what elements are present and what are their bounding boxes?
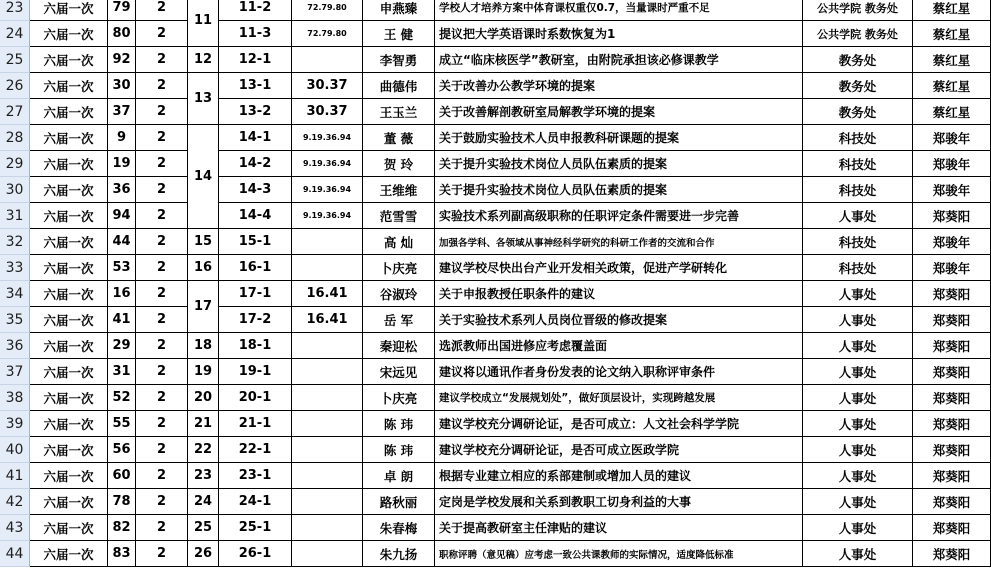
cell-id[interactable]: 55 [108,411,136,437]
cell-proposal-title[interactable]: 关于申报教授任职条件的建议 [435,281,803,307]
cell-department[interactable]: 科技处 [803,125,913,151]
cell-proposal-title[interactable]: 关于提高教研室主任津贴的建议 [435,515,803,541]
cell-session[interactable]: 六届一次 [30,463,108,489]
cell-proposal-title[interactable]: 成立“临床核医学”教研室，由附院承担该必修课教学 [435,47,803,73]
cell-session[interactable]: 六届一次 [30,73,108,99]
row-header[interactable]: 27 [0,99,30,125]
cell-id[interactable]: 44 [108,229,136,255]
cell-department[interactable]: 人事处 [803,307,913,333]
cell-proposer[interactable]: 宋远见 [363,359,435,385]
cell-leader[interactable]: 蔡红星 [913,99,991,125]
cell-leader[interactable]: 郑葵阳 [913,385,991,411]
cell-proposal-title[interactable]: 关于提升实验技术岗位人员队伍素质的提案 [435,177,803,203]
cell-category[interactable]: 2 [136,333,188,359]
row-header[interactable]: 34 [0,281,30,307]
cell-proposal-title[interactable]: 选派教师出国进修应考虑覆盖面 [435,333,803,359]
cell-merged-ids[interactable] [292,541,363,567]
cell-merged-ids[interactable]: 30.37 [292,73,363,99]
cell-leader[interactable]: 郑骏年 [913,177,991,203]
cell-merged-ids[interactable] [292,437,363,463]
cell-sub-number[interactable]: 13-1 [219,73,292,99]
cell-session[interactable]: 六届一次 [30,333,108,359]
cell-proposal-title[interactable]: 关于提升实验技术岗位人员队伍素质的提案 [435,151,803,177]
cell-proposer[interactable]: 谷淑玲 [363,281,435,307]
cell-group-number[interactable]: 25 [188,515,219,541]
row-header[interactable]: 38 [0,385,30,411]
cell-proposal-title[interactable]: 根据专业建立相应的系部建制或增加人员的建议 [435,463,803,489]
cell-session[interactable]: 六届一次 [30,255,108,281]
row-header[interactable]: 40 [0,437,30,463]
cell-merged-ids[interactable]: 9.19.36.94 [292,151,363,177]
cell-leader[interactable]: 郑葵阳 [913,541,991,567]
cell-id[interactable]: 56 [108,437,136,463]
cell-category[interactable]: 2 [136,47,188,73]
cell-proposal-title[interactable]: 建议学校充分调研论证，是否可成立医政学院 [435,437,803,463]
cell-sub-number[interactable]: 18-1 [219,333,292,359]
cell-id[interactable]: 83 [108,541,136,567]
cell-proposer[interactable]: 董 薇 [363,125,435,151]
cell-group-number[interactable]: 11 [188,0,219,47]
cell-merged-ids[interactable] [292,255,363,281]
cell-department[interactable]: 公共学院 教务处 [803,0,913,21]
cell-category[interactable]: 2 [136,255,188,281]
cell-proposer[interactable]: 陈 玮 [363,411,435,437]
cell-merged-ids[interactable]: 16.41 [292,281,363,307]
cell-department[interactable]: 教务处 [803,73,913,99]
cell-group-number[interactable]: 17 [188,281,219,333]
cell-proposer[interactable]: 贺 玲 [363,151,435,177]
cell-sub-number[interactable]: 26-1 [219,541,292,567]
cell-sub-number[interactable]: 19-1 [219,359,292,385]
cell-sub-number[interactable]: 22-1 [219,437,292,463]
row-header[interactable]: 32 [0,229,30,255]
cell-session[interactable]: 六届一次 [30,359,108,385]
cell-sub-number[interactable]: 14-1 [219,125,292,151]
cell-proposal-title[interactable]: 提议把大学英语课时系数恢复为1 [435,21,803,47]
cell-merged-ids[interactable]: 16.41 [292,307,363,333]
cell-merged-ids[interactable] [292,463,363,489]
cell-leader[interactable]: 郑葵阳 [913,281,991,307]
cell-department[interactable]: 教务处 [803,47,913,73]
cell-proposal-title[interactable]: 建议学校尽快出台产业开发相关政策，促进产学研转化 [435,255,803,281]
cell-group-number[interactable]: 24 [188,489,219,515]
cell-category[interactable]: 2 [136,411,188,437]
cell-group-number[interactable]: 15 [188,229,219,255]
row-header[interactable]: 29 [0,151,30,177]
cell-proposer[interactable]: 申燕臻 [363,0,435,21]
cell-category[interactable]: 2 [136,21,188,47]
cell-id[interactable]: 94 [108,203,136,229]
row-header[interactable]: 43 [0,515,30,541]
cell-category[interactable]: 2 [136,489,188,515]
cell-id[interactable]: 78 [108,489,136,515]
cell-leader[interactable]: 郑葵阳 [913,489,991,515]
cell-session[interactable]: 六届一次 [30,0,108,21]
cell-category[interactable]: 2 [136,177,188,203]
cell-proposer[interactable]: 陈 玮 [363,437,435,463]
row-header[interactable]: 33 [0,255,30,281]
cell-session[interactable]: 六届一次 [30,21,108,47]
cell-proposal-title[interactable]: 加强各学科、各领域从事神经科学研究的科研工作者的交流和合作 [435,229,803,255]
cell-sub-number[interactable]: 11-2 [219,0,292,21]
cell-sub-number[interactable]: 13-2 [219,99,292,125]
cell-department[interactable]: 科技处 [803,229,913,255]
row-header[interactable]: 35 [0,307,30,333]
cell-category[interactable]: 2 [136,229,188,255]
cell-session[interactable]: 六届一次 [30,489,108,515]
cell-proposer[interactable]: 王维维 [363,177,435,203]
cell-session[interactable]: 六届一次 [30,151,108,177]
cell-department[interactable]: 科技处 [803,151,913,177]
cell-merged-ids[interactable] [292,515,363,541]
row-header[interactable]: 44 [0,541,30,567]
cell-department[interactable]: 人事处 [803,333,913,359]
cell-leader[interactable]: 郑骏年 [913,255,991,281]
cell-department[interactable]: 人事处 [803,359,913,385]
cell-merged-ids[interactable] [292,385,363,411]
cell-session[interactable]: 六届一次 [30,177,108,203]
row-header[interactable]: 42 [0,489,30,515]
cell-category[interactable]: 2 [136,307,188,333]
cell-department[interactable]: 人事处 [803,411,913,437]
cell-department[interactable]: 人事处 [803,281,913,307]
cell-leader[interactable]: 蔡红星 [913,47,991,73]
cell-sub-number[interactable]: 12-1 [219,47,292,73]
cell-category[interactable]: 2 [136,151,188,177]
cell-department[interactable]: 人事处 [803,385,913,411]
cell-department[interactable]: 人事处 [803,541,913,567]
cell-proposal-title[interactable]: 关于鼓励实验技术人员申报教科研课题的提案 [435,125,803,151]
row-header[interactable]: 23 [0,0,30,21]
cell-department[interactable]: 人事处 [803,437,913,463]
cell-leader[interactable]: 郑葵阳 [913,515,991,541]
cell-proposal-title[interactable]: 关于实验技术系列人员岗位晋级的修改提案 [435,307,803,333]
cell-sub-number[interactable]: 24-1 [219,489,292,515]
cell-proposer[interactable]: 卓 朗 [363,463,435,489]
cell-id[interactable]: 82 [108,515,136,541]
cell-id[interactable]: 52 [108,385,136,411]
cell-proposer[interactable]: 秦迎松 [363,333,435,359]
cell-group-number[interactable]: 22 [188,437,219,463]
cell-proposer[interactable]: 朱九扬 [363,541,435,567]
row-header[interactable]: 39 [0,411,30,437]
cell-sub-number[interactable]: 20-1 [219,385,292,411]
cell-session[interactable]: 六届一次 [30,515,108,541]
cell-group-number[interactable]: 20 [188,385,219,411]
cell-department[interactable]: 科技处 [803,177,913,203]
cell-proposer[interactable]: 王 健 [363,21,435,47]
row-header[interactable]: 36 [0,333,30,359]
row-header[interactable]: 31 [0,203,30,229]
cell-proposer[interactable]: 曲德伟 [363,73,435,99]
cell-leader[interactable]: 郑葵阳 [913,333,991,359]
cell-group-number[interactable]: 12 [188,47,219,73]
cell-leader[interactable]: 郑葵阳 [913,411,991,437]
cell-session[interactable]: 六届一次 [30,281,108,307]
cell-id[interactable]: 60 [108,463,136,489]
cell-merged-ids[interactable] [292,489,363,515]
cell-department[interactable]: 科技处 [803,255,913,281]
cell-proposal-title[interactable]: 建议学校成立“发展规划处”，做好顶层设计，实现跨越发展 [435,385,803,411]
row-header[interactable]: 25 [0,47,30,73]
row-header[interactable]: 26 [0,73,30,99]
cell-proposer[interactable]: 王玉兰 [363,99,435,125]
cell-session[interactable]: 六届一次 [30,229,108,255]
cell-merged-ids[interactable]: 72.79.80 [292,0,363,21]
cell-leader[interactable]: 郑葵阳 [913,359,991,385]
cell-category[interactable]: 2 [136,359,188,385]
cell-group-number[interactable]: 26 [188,541,219,567]
cell-id[interactable]: 36 [108,177,136,203]
cell-group-number[interactable]: 21 [188,411,219,437]
row-header[interactable]: 37 [0,359,30,385]
cell-sub-number[interactable]: 14-4 [219,203,292,229]
cell-department[interactable]: 人事处 [803,463,913,489]
cell-proposer[interactable]: 卜庆亮 [363,255,435,281]
cell-category[interactable]: 2 [136,541,188,567]
cell-merged-ids[interactable] [292,47,363,73]
cell-group-number[interactable]: 19 [188,359,219,385]
cell-group-number[interactable]: 14 [188,125,219,229]
cell-department[interactable]: 人事处 [803,515,913,541]
cell-proposal-title[interactable]: 关于改善办公教学环境的提案 [435,73,803,99]
cell-leader[interactable]: 郑骏年 [913,229,991,255]
cell-id[interactable]: 9 [108,125,136,151]
cell-proposal-title[interactable]: 定岗是学校发展和关系到教职工切身利益的大事 [435,489,803,515]
cell-sub-number[interactable]: 11-3 [219,21,292,47]
cell-sub-number[interactable]: 14-2 [219,151,292,177]
cell-leader[interactable]: 郑葵阳 [913,203,991,229]
cell-proposal-title[interactable]: 关于改善解剖教研室局解教学环境的提案 [435,99,803,125]
cell-category[interactable]: 2 [136,437,188,463]
cell-proposer[interactable]: 路秋丽 [363,489,435,515]
cell-leader[interactable]: 郑葵阳 [913,437,991,463]
cell-proposal-title[interactable]: 学校人才培养方案中体育课权重仅0.7，当量课时严重不足 [435,0,803,21]
cell-leader[interactable]: 蔡红星 [913,73,991,99]
cell-id[interactable]: 31 [108,359,136,385]
cell-proposal-title[interactable]: 实验技术系列副高级职称的任职评定条件需要进一步完善 [435,203,803,229]
cell-sub-number[interactable]: 16-1 [219,255,292,281]
cell-id[interactable]: 80 [108,21,136,47]
cell-category[interactable]: 2 [136,515,188,541]
cell-merged-ids[interactable]: 9.19.36.94 [292,125,363,151]
cell-leader[interactable]: 郑骏年 [913,151,991,177]
cell-department[interactable]: 教务处 [803,99,913,125]
cell-sub-number[interactable]: 21-1 [219,411,292,437]
cell-category[interactable]: 2 [136,125,188,151]
cell-id[interactable]: 37 [108,99,136,125]
cell-merged-ids[interactable]: 9.19.36.94 [292,203,363,229]
cell-session[interactable]: 六届一次 [30,411,108,437]
cell-proposer[interactable]: 高 灿 [363,229,435,255]
cell-sub-number[interactable]: 15-1 [219,229,292,255]
cell-proposer[interactable]: 朱春梅 [363,515,435,541]
row-header[interactable]: 28 [0,125,30,151]
cell-id[interactable]: 79 [108,0,136,21]
cell-leader[interactable]: 蔡红星 [913,21,991,47]
cell-department[interactable]: 公共学院 教务处 [803,21,913,47]
cell-session[interactable]: 六届一次 [30,203,108,229]
cell-session[interactable]: 六届一次 [30,125,108,151]
cell-id[interactable]: 41 [108,307,136,333]
cell-category[interactable]: 2 [136,99,188,125]
cell-sub-number[interactable]: 14-3 [219,177,292,203]
cell-category[interactable]: 2 [136,0,188,21]
cell-merged-ids[interactable] [292,229,363,255]
cell-merged-ids[interactable]: 9.19.36.94 [292,177,363,203]
cell-session[interactable]: 六届一次 [30,541,108,567]
cell-leader[interactable]: 郑葵阳 [913,307,991,333]
cell-department[interactable]: 人事处 [803,203,913,229]
cell-proposer[interactable]: 范雪雪 [363,203,435,229]
row-header[interactable]: 24 [0,21,30,47]
cell-sub-number[interactable]: 17-1 [219,281,292,307]
cell-sub-number[interactable]: 17-2 [219,307,292,333]
cell-leader[interactable]: 郑骏年 [913,125,991,151]
cell-group-number[interactable]: 18 [188,333,219,359]
cell-proposer[interactable]: 李智勇 [363,47,435,73]
cell-category[interactable]: 2 [136,73,188,99]
cell-proposal-title[interactable]: 建议学校充分调研论证，是否可成立：人文社会科学学院 [435,411,803,437]
cell-sub-number[interactable]: 25-1 [219,515,292,541]
cell-category[interactable]: 2 [136,463,188,489]
cell-id[interactable]: 19 [108,151,136,177]
cell-category[interactable]: 2 [136,385,188,411]
cell-id[interactable]: 53 [108,255,136,281]
cell-merged-ids[interactable] [292,333,363,359]
cell-sub-number[interactable]: 23-1 [219,463,292,489]
cell-group-number[interactable]: 13 [188,73,219,125]
cell-merged-ids[interactable] [292,411,363,437]
cell-session[interactable]: 六届一次 [30,385,108,411]
cell-proposal-title[interactable]: 建议将以通讯作者身份发表的论文纳入职称评审条件 [435,359,803,385]
row-header[interactable]: 30 [0,177,30,203]
cell-category[interactable]: 2 [136,203,188,229]
cell-proposer[interactable]: 岳 军 [363,307,435,333]
row-header[interactable]: 41 [0,463,30,489]
cell-group-number[interactable]: 16 [188,255,219,281]
cell-id[interactable]: 92 [108,47,136,73]
cell-session[interactable]: 六届一次 [30,47,108,73]
cell-department[interactable]: 人事处 [803,489,913,515]
cell-merged-ids[interactable]: 72.79.80 [292,21,363,47]
cell-leader[interactable]: 郑葵阳 [913,463,991,489]
cell-session[interactable]: 六届一次 [30,437,108,463]
cell-proposal-title[interactable]: 职称评聘（意见稿）应考虑一致公共课教师的实际情况，适度降低标准 [435,541,803,567]
cell-proposer[interactable]: 卜庆亮 [363,385,435,411]
cell-merged-ids[interactable]: 30.37 [292,99,363,125]
cell-session[interactable]: 六届一次 [30,99,108,125]
cell-leader[interactable]: 蔡红星 [913,0,991,21]
cell-merged-ids[interactable] [292,359,363,385]
cell-id[interactable]: 16 [108,281,136,307]
cell-id[interactable]: 30 [108,73,136,99]
cell-session[interactable]: 六届一次 [30,307,108,333]
cell-id[interactable]: 29 [108,333,136,359]
cell-category[interactable]: 2 [136,281,188,307]
cell-group-number[interactable]: 23 [188,463,219,489]
